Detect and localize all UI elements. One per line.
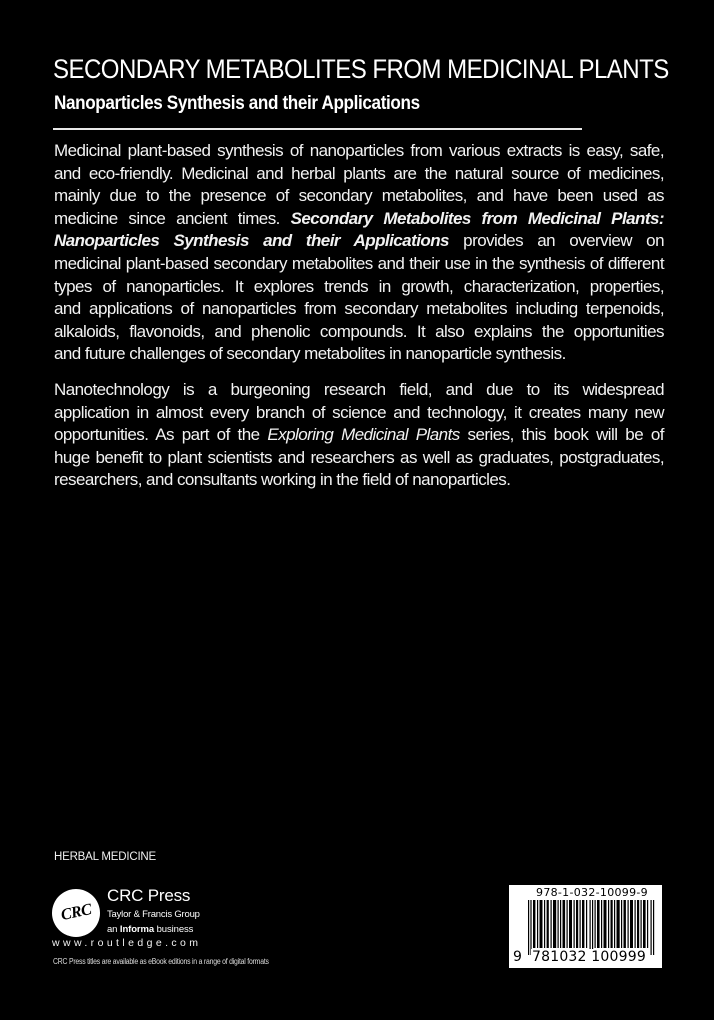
description-paragraph-2 [54,379,664,492]
emphasized-book-title: Secondary Metabolites from Medicinal Plants: [290,208,664,228]
publisher-name: CRC Press [107,886,191,905]
business-prefix: an [107,924,120,935]
isbn-barcode [509,885,662,968]
logo-text: CRC [59,901,93,924]
business-brand: Informa [119,924,155,935]
text-line: huge benefit to plant scientists and researchers as well as graduates, postgraduates, [54,447,664,467]
title-divider [53,128,582,130]
series-name: Exploring Medicinal Plants [267,425,460,445]
text-segment: medicine since ancient times. [54,208,280,228]
text-segment: provides an overview on [463,231,664,251]
text-line: types of nanoparticles. It explores trends in growth, characterization, properties, [54,276,664,296]
text-line: Nanotechnology is a burgeoning research field, and due to its widespread [54,380,664,399]
text-line: mainly due to the presence of secondary metabolites, and have been used as [54,186,664,206]
ebook-availability-note: CRC Press titles are available as eBook editions in a range of digital formats [53,957,269,966]
book-subtitle: Nanoparticles Synthesis and their Applications [54,93,420,114]
isbn-digits: 781032 100999 [532,949,646,965]
book-title: SECONDARY METABOLITES FROM MEDICINAL PLANTS [53,54,669,84]
text-line: and future challenges of secondary metabolites in nanoparticle synthesis. [54,344,566,364]
description-paragraph-1 [54,140,664,366]
isbn-lead-digit: 9 [513,949,522,965]
text-line: and applications of nanoparticles from secondary metabolites including terpenoids, [54,299,664,319]
subject-category: HERBAL MEDICINE [54,851,157,863]
isbn-barcode-icon [528,900,656,955]
text-line [54,208,664,231]
text-line: application in almost every branch of science and technology, it creates many new [54,402,664,422]
crc-press-logo-icon [52,889,100,937]
text-line: alkaloids, flavonoids, and phenolic compounds. It also explains the opportunities [54,321,664,341]
text-line: Medicinal plant-based synthesis of nanoparticles from various extracts is easy, safe, [54,141,664,160]
emphasized-book-title: Nanoparticles Synthesis and their Applications [54,231,449,251]
text-line: medicinal plant-based secondary metabolites and their use in the synthesis of different [54,253,664,273]
publisher-group: Taylor & Francis Group [107,909,200,920]
text-line: and eco-friendly. Medicinal and herbal plants are the natural source of medicines, [54,163,664,183]
text-line: researchers, and consultants working in the field of nanoparticles. [54,470,511,490]
publisher-website-link[interactable]: www.routledge.com [52,937,202,949]
publisher-business-line [107,924,193,935]
text-line [54,424,664,447]
text-segment: series, this book will be of [467,425,664,445]
text-segment: opportunities. As part of the [54,425,260,445]
isbn-hyphenated: 978-1-032-10099-9 [536,886,648,899]
business-suffix: business [154,924,194,935]
text-line [54,230,664,253]
